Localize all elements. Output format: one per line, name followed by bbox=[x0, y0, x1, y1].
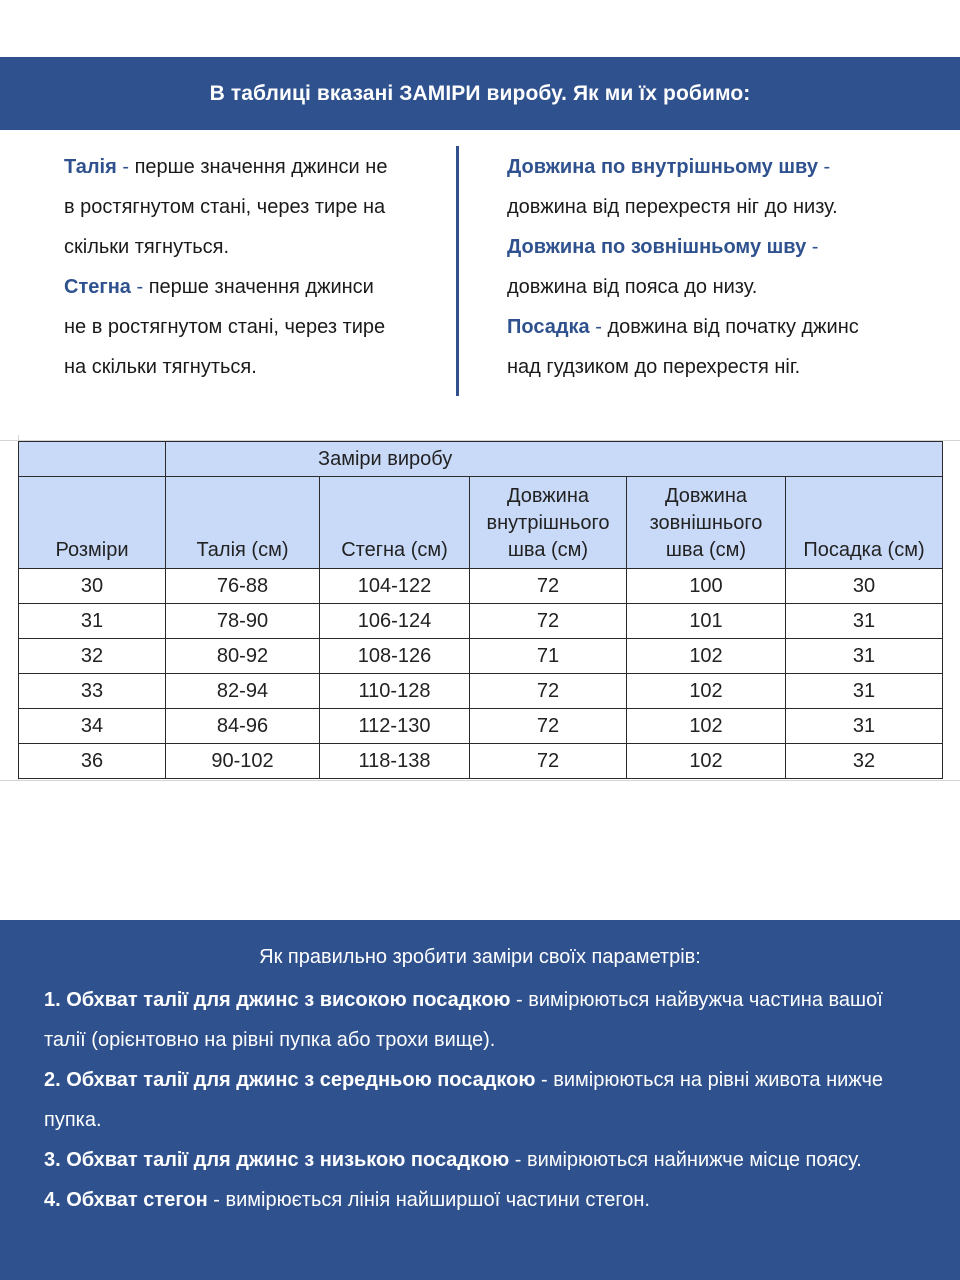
table-row bbox=[19, 569, 943, 604]
cell-outseam: 102 bbox=[627, 674, 786, 709]
cell-size: 32 bbox=[19, 639, 166, 674]
instructions-panel bbox=[0, 920, 960, 1280]
inseam-term: Довжина по внутрішньому шву bbox=[507, 156, 818, 178]
size-table bbox=[18, 441, 943, 779]
cell-rise: 31 bbox=[786, 674, 943, 709]
header-outseam: Довжина зовнішнього шва (см) bbox=[627, 477, 786, 569]
cell-hips: 118-138 bbox=[320, 744, 470, 779]
cell-outseam: 100 bbox=[627, 569, 786, 604]
header-sizes: Розміри bbox=[19, 477, 166, 569]
table-row bbox=[19, 674, 943, 709]
cell-rise: 31 bbox=[786, 709, 943, 744]
cell-hips: 104-122 bbox=[320, 569, 470, 604]
table-row bbox=[19, 709, 943, 744]
rise-term: Посадка bbox=[507, 316, 590, 338]
cell-waist: 90-102 bbox=[166, 744, 320, 779]
cell-outseam: 102 bbox=[627, 709, 786, 744]
right-explanations bbox=[507, 147, 927, 387]
cell-rise: 31 bbox=[786, 639, 943, 674]
table-header-cell bbox=[19, 442, 166, 477]
cell-hips: 108-126 bbox=[320, 639, 470, 674]
column-divider bbox=[456, 146, 459, 396]
cell-outseam: 102 bbox=[627, 744, 786, 779]
instruction-item: 1. Обхват талії для джинс з високою посадкою - вимірюються найвужча частина вашої талії (орієнтовно на рівні пупка або трохи вище). bbox=[44, 989, 883, 1051]
table-row bbox=[19, 604, 943, 639]
cell-inseam: 71 bbox=[470, 639, 627, 674]
cell-outseam: 102 bbox=[627, 639, 786, 674]
cell-rise: 30 bbox=[786, 569, 943, 604]
cell-hips: 112-130 bbox=[320, 709, 470, 744]
cell-rise: 31 bbox=[786, 604, 943, 639]
table-group-header-row bbox=[19, 442, 943, 477]
cell-outseam: 101 bbox=[627, 604, 786, 639]
cell-waist: 78-90 bbox=[166, 604, 320, 639]
cell-inseam: 72 bbox=[470, 744, 627, 779]
rise-definition: Посадка - довжина від початку джинс над гудзиком до перехрестя ніг. bbox=[507, 316, 859, 378]
instruction-item: 3. Обхват талії для джинс з низькою посадкою - вимірюються найнижче місце поясу. bbox=[44, 1149, 862, 1171]
header-inseam: Довжина внутрішнього шва (см) bbox=[470, 477, 627, 569]
cell-inseam: 72 bbox=[470, 674, 627, 709]
banner-title: В таблиці вказані ЗАМІРИ виробу. Як ми їх робимо: bbox=[209, 81, 751, 105]
cell-size: 36 bbox=[19, 744, 166, 779]
cell-hips: 106-124 bbox=[320, 604, 470, 639]
cell-rise: 32 bbox=[786, 744, 943, 779]
cell-waist: 76-88 bbox=[166, 569, 320, 604]
cell-inseam: 72 bbox=[470, 709, 627, 744]
cell-hips: 110-128 bbox=[320, 674, 470, 709]
hips-definition: Стегна - перше значення джинси не в ростягнутом стані, через тире на скільки тягнуться. bbox=[64, 276, 386, 378]
instructions-title: Як правильно зробити заміри своїх параметрів: bbox=[259, 946, 701, 968]
sheet-gridline bbox=[0, 780, 960, 781]
cell-inseam: 72 bbox=[470, 604, 627, 639]
waist-definition: Талія - перше значення джинси не в ростягнутом стані, через тире на скільки тягнуться. bbox=[64, 156, 388, 258]
left-explanations bbox=[64, 147, 444, 387]
cell-waist: 80-92 bbox=[166, 639, 320, 674]
size-table-area bbox=[0, 435, 960, 785]
outseam-term: Довжина по зовнішньому шву bbox=[507, 236, 807, 258]
instruction-item: 4. Обхват стегон - вимірюється лінія найширшої частини стегон. bbox=[44, 1189, 650, 1211]
header-hips: Стегна (см) bbox=[320, 477, 470, 569]
group-header: Заміри виробу bbox=[166, 442, 943, 477]
cell-size: 33 bbox=[19, 674, 166, 709]
cell-size: 34 bbox=[19, 709, 166, 744]
outseam-definition: Довжина по зовнішньому шву - довжина від пояса до низу. bbox=[507, 236, 819, 298]
instructions-list bbox=[44, 980, 924, 1220]
cell-waist: 82-94 bbox=[166, 674, 320, 709]
waist-term: Талія bbox=[64, 156, 117, 178]
cell-waist: 84-96 bbox=[166, 709, 320, 744]
cell-size: 31 bbox=[19, 604, 166, 639]
hips-term: Стегна bbox=[64, 276, 131, 298]
inseam-definition: Довжина по внутрішньому шву - довжина від перехрестя ніг до низу. bbox=[507, 156, 838, 218]
instruction-item: 2. Обхват талії для джинс з середньою посадкою - вимірюються на рівні живота нижче пупка. bbox=[44, 1069, 884, 1131]
table-row bbox=[19, 744, 943, 779]
header-waist: Талія (см) bbox=[166, 477, 320, 569]
top-banner bbox=[0, 57, 960, 130]
table-header-row bbox=[19, 477, 943, 569]
cell-size: 30 bbox=[19, 569, 166, 604]
header-rise: Посадка (см) bbox=[786, 477, 943, 569]
table-row bbox=[19, 639, 943, 674]
cell-inseam: 72 bbox=[470, 569, 627, 604]
